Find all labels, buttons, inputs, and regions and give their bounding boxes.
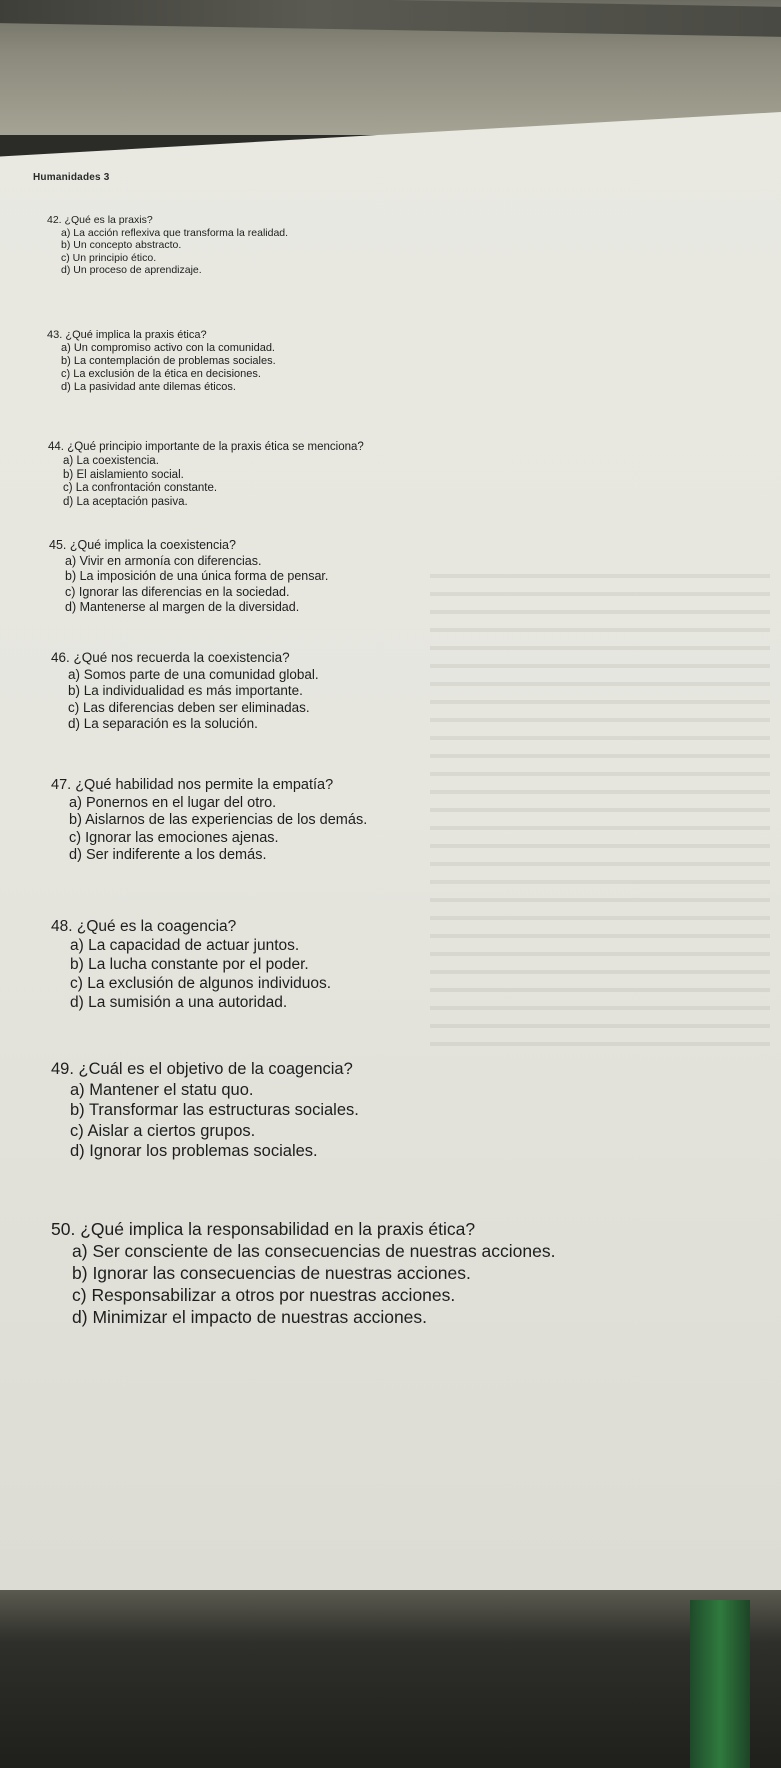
option-c[interactable]: c) Ignorar las diferencias en la sociedad.	[65, 584, 290, 599]
option-d[interactable]: d) Un proceso de aprendizaje.	[61, 264, 202, 276]
option-c[interactable]: c) La exclusión de algunos individuos.	[70, 975, 332, 992]
background-bottom	[0, 1590, 781, 1768]
option-c[interactable]: c) Las diferencias deben ser eliminadas.	[68, 699, 310, 715]
option-d[interactable]: d) Mantenerse al margen de la diversidad.	[65, 600, 300, 614]
question-title: 44. ¿Qué principio importante de la praxis ética se menciona?	[48, 441, 364, 453]
bleed-through-text	[430, 560, 770, 1060]
option-b[interactable]: b) Un concepto abstracto.	[61, 239, 182, 251]
option-d[interactable]: d) Minimizar el impacto de nuestras acciones.	[72, 1307, 428, 1327]
option-a[interactable]: a) Un compromiso activo con la comunidad.	[61, 342, 275, 354]
option-a[interactable]: a) Ponernos en el lugar del otro.	[69, 794, 277, 811]
option-a[interactable]: a) La acción reflexiva que transforma la realidad.	[61, 226, 289, 239]
option-a[interactable]: a) Mantener el statu quo.	[70, 1080, 254, 1099]
question-title: 46. ¿Qué nos recuerda la coexistencia?	[51, 650, 290, 665]
option-b[interactable]: b) El aislamiento social.	[63, 468, 184, 481]
option-b[interactable]: b) La imposición de una única forma de pensar.	[65, 569, 329, 583]
option-a[interactable]: a) La capacidad de actuar juntos.	[70, 937, 300, 954]
question-title: 42. ¿Qué es la praxis?	[47, 214, 153, 226]
question-title: 49. ¿Cuál es el objetivo de la coagencia?	[51, 1060, 353, 1078]
option-b[interactable]: b) Ignorar las consecuencias de nuestras acciones.	[72, 1263, 471, 1283]
option-c[interactable]: c) Aislar a ciertos grupos.	[70, 1121, 256, 1140]
green-object	[690, 1600, 750, 1768]
option-b[interactable]: b) Aislarnos de las experiencias de los demás.	[69, 812, 368, 828]
option-d[interactable]: d) La pasividad ante dilemas éticos.	[61, 381, 236, 393]
option-a[interactable]: a) Somos parte de una comunidad global.	[68, 666, 319, 682]
question-47	[51, 777, 367, 865]
option-b[interactable]: b) La lucha constante por el poder.	[70, 956, 309, 973]
option-d[interactable]: d) La separación es la solución.	[68, 716, 258, 731]
question-title: 45. ¿Qué implica la coexistencia?	[49, 538, 236, 552]
question-title: 47. ¿Qué habilidad nos permite la empatía?	[51, 777, 334, 793]
option-d[interactable]: d) Ignorar los problemas sociales.	[70, 1142, 318, 1160]
question-title: 50. ¿Qué implica la responsabilidad en la praxis ética?	[51, 1219, 476, 1239]
option-c[interactable]: c) Responsabilizar a otros por nuestras acciones.	[72, 1285, 456, 1305]
question-42	[47, 214, 288, 277]
option-d[interactable]: d) La aceptación pasiva.	[63, 496, 188, 509]
background-top	[0, 0, 781, 135]
option-b[interactable]: b) La contemplación de problemas sociales.	[61, 355, 276, 367]
option-d[interactable]: d) La sumisión a una autoridad.	[70, 994, 288, 1011]
option-b[interactable]: b) La individualidad es más importante.	[68, 683, 303, 698]
option-c[interactable]: c) La exclusión de la ética en decisiones.	[61, 368, 261, 380]
option-d[interactable]: d) Ser indiferente a los demás.	[69, 847, 267, 863]
question-50	[51, 1218, 556, 1328]
question-title: 43. ¿Qué implica la praxis ética?	[47, 329, 207, 341]
question-46	[51, 650, 319, 733]
question-49	[51, 1059, 359, 1162]
option-a[interactable]: a) Ser consciente de las consecuencias de nuestras acciones.	[72, 1241, 556, 1261]
option-a[interactable]: a) La coexistencia.	[63, 454, 159, 467]
question-43	[47, 329, 276, 394]
option-c[interactable]: c) La confrontación constante.	[63, 482, 218, 495]
question-48	[51, 917, 331, 1012]
question-title: 48. ¿Qué es la coagencia?	[51, 918, 237, 935]
option-a[interactable]: a) Vivir en armonía con diferencias.	[65, 553, 262, 568]
option-c[interactable]: c) Ignorar las emociones ajenas.	[69, 829, 279, 846]
subject-header: Humanidades 3	[33, 172, 110, 183]
option-b[interactable]: b) Transformar las estructuras sociales.	[70, 1101, 359, 1119]
option-c[interactable]: c) Un principio ético.	[61, 251, 157, 264]
question-44	[48, 441, 364, 510]
question-45	[49, 538, 328, 616]
